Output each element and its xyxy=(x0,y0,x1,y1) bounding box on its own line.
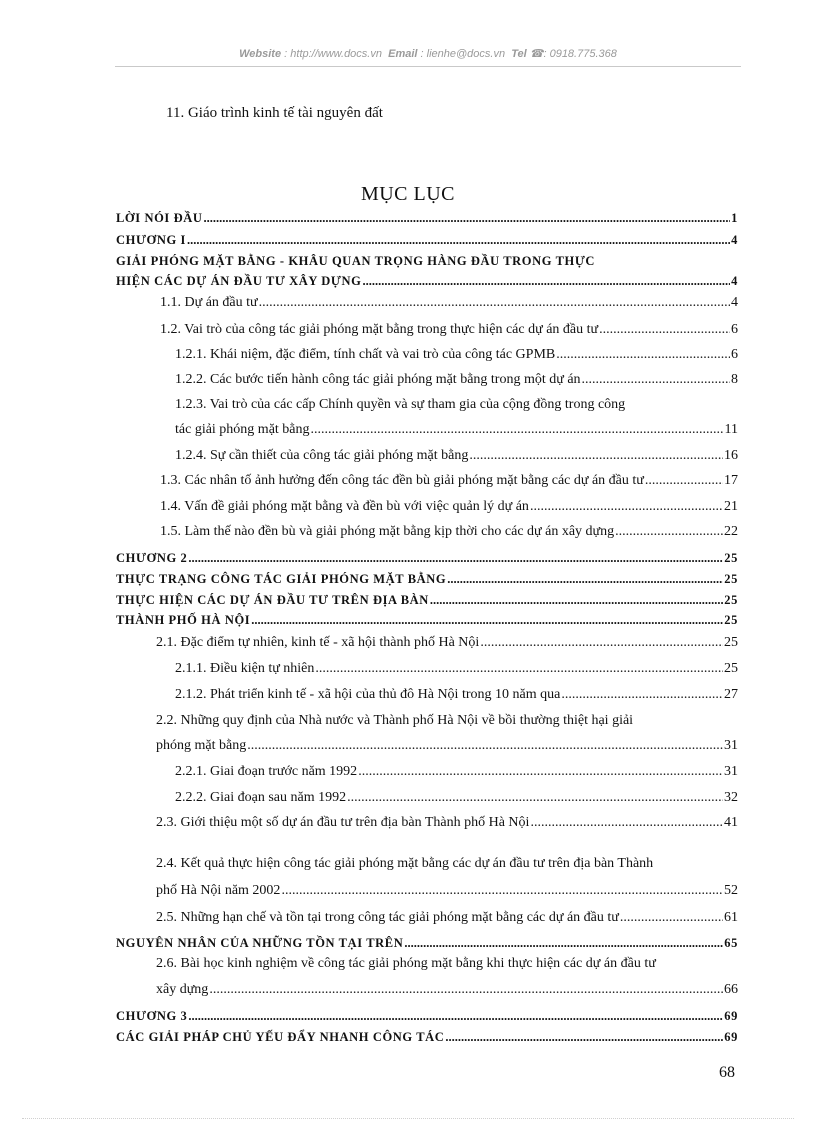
toc-entry[interactable] xyxy=(160,499,738,515)
toc-entry[interactable] xyxy=(156,815,738,831)
toc-label: 1.2. Vai trò của công tác giải phóng mặt bằng trong thực hiện các dự án đầu tư xyxy=(160,322,599,337)
toc-label: 2.2.2. Giai đoạn sau năm 1992 xyxy=(175,790,347,805)
toc-entry-line: 2.2. Những quy định của Nhà nước và Thành phố Hà Nội về bồi thường thiệt hại giải xyxy=(156,713,634,728)
toc-page: 4 xyxy=(731,274,738,288)
header-divider xyxy=(115,66,741,67)
toc-label: xây dựng xyxy=(156,982,209,997)
toc-page: 31 xyxy=(724,764,738,779)
toc-label: 2.3. Giới thiệu một số dự án đầu tư trên địa bàn Thành phố Hà Nội xyxy=(156,815,530,830)
toc-label: 2.1. Đặc điểm tự nhiên, kinh tế - xã hội thành phố Hà Nội xyxy=(156,635,480,650)
toc-entry[interactable] xyxy=(116,211,738,226)
toc-label: tác giải phóng mặt bằng xyxy=(175,422,310,437)
toc-entry[interactable] xyxy=(175,372,738,388)
toc-entry[interactable] xyxy=(116,551,738,566)
toc-page: 17 xyxy=(724,473,738,488)
toc-label: 1.2.2. Các bước tiến hành công tác giải phóng mặt bằng trong một dự án xyxy=(175,372,581,387)
toc-label: CÁC GIẢI PHÁP CHỦ YẾU ĐẨY NHANH CÔNG TÁC xyxy=(116,1030,445,1044)
toc-label: 2.2.1. Giai đoạn trước năm 1992 xyxy=(175,764,358,779)
toc-entry[interactable] xyxy=(116,233,738,248)
toc-label: 1.2.1. Khái niệm, đặc điểm, tính chất và vai trò của công tác GPMB xyxy=(175,347,556,362)
toc-entry-line: GIẢI PHÓNG MẶT BẰNG - KHÂU QUAN TRỌNG HÀNG ĐẦU TRONG THỰC xyxy=(116,254,596,268)
toc-entry[interactable] xyxy=(175,764,738,780)
toc-label: CHƯƠNG 2 xyxy=(116,551,188,565)
toc-label: 2.1.2. Phát triển kinh tế - xã hội của thủ đô Hà Nội trong 10 năm qua xyxy=(175,687,561,702)
toc-page: 4 xyxy=(731,295,738,310)
toc-page: 32 xyxy=(724,790,738,805)
toc-entry[interactable] xyxy=(156,910,738,926)
toc-page: 52 xyxy=(724,883,738,898)
toc-page: 25 xyxy=(724,635,738,650)
toc-page: 21 xyxy=(724,499,738,514)
toc-page: 4 xyxy=(731,233,738,247)
toc-page: 61 xyxy=(724,910,738,925)
toc-label: HIỆN CÁC DỰ ÁN ĐẦU TƯ XÂY DỰNG xyxy=(116,274,362,288)
toc-entry[interactable] xyxy=(160,295,738,311)
page-header xyxy=(115,47,741,60)
toc-page: 31 xyxy=(724,738,738,753)
page-title: MỤC LỤC xyxy=(360,183,456,205)
toc-entry[interactable] xyxy=(160,473,738,489)
toc-entry[interactable] xyxy=(116,274,738,289)
footer-divider xyxy=(22,1118,794,1119)
toc-page: 41 xyxy=(724,815,738,830)
toc-label: THỰC HIỆN CÁC DỰ ÁN ĐẦU TƯ TRÊN ĐỊA BÀN xyxy=(116,593,429,607)
email-label: Email xyxy=(388,48,418,60)
toc-label: 1.4. Vấn đề giải phóng mặt bằng và đền bù với việc quản lý dự án xyxy=(160,499,529,514)
toc-page: 69 xyxy=(724,1009,738,1023)
email-value: : lienhe@docs.vn xyxy=(420,48,506,60)
toc-page: 25 xyxy=(724,551,738,565)
toc-page: 25 xyxy=(724,661,738,676)
toc-page: 25 xyxy=(724,593,738,607)
reference-item: 11. Giáo trình kinh tế tài nguyên đất xyxy=(166,105,383,121)
toc-label: 2.5. Những hạn chế và tồn tại trong công tác giải phóng mặt bằng các dự án đầu tư xyxy=(156,910,619,925)
toc-entry-line: 1.2.3. Vai trò của các cấp Chính quyền và sự tham gia của cộng đồng trong công xyxy=(175,397,626,412)
toc-entry[interactable] xyxy=(175,687,738,703)
toc-entry[interactable] xyxy=(116,593,738,608)
toc-entry[interactable] xyxy=(156,982,738,998)
toc-entry[interactable] xyxy=(116,572,738,587)
toc-label: 1.2.4. Sự cần thiết của công tác giải phóng mặt bằng xyxy=(175,448,469,463)
tel-label: Tel xyxy=(511,48,527,60)
toc-entry[interactable] xyxy=(156,635,738,651)
toc-label: phóng mặt bằng xyxy=(156,738,247,753)
toc-page: 16 xyxy=(724,448,738,463)
toc-label: 1.1. Dự án đầu tư xyxy=(160,295,258,310)
toc-page: 27 xyxy=(724,687,738,702)
toc-page: 1 xyxy=(731,211,738,225)
website-value: : http://www.docs.vn xyxy=(284,48,382,60)
toc-entry-line: 2.4. Kết quả thực hiện công tác giải phóng mặt bằng các dự án đầu tư trên địa bàn Thành xyxy=(156,856,654,871)
page-number: 68 xyxy=(719,1064,735,1081)
toc-entry[interactable] xyxy=(156,738,738,754)
toc-label: 2.1.1. Điều kiện tự nhiên xyxy=(175,661,315,676)
toc-entry[interactable] xyxy=(116,1009,738,1024)
toc-entry[interactable] xyxy=(116,613,738,628)
toc-label: THÀNH PHỐ HÀ NỘI xyxy=(116,613,251,627)
toc-label: CHƯƠNG 3 xyxy=(116,1009,188,1023)
toc-page: 22 xyxy=(724,524,738,539)
tel-value: : 0918.775.368 xyxy=(543,48,617,60)
phone-icon: ☎ xyxy=(529,48,544,60)
toc-entry[interactable] xyxy=(175,661,738,677)
toc-label: THỰC TRẠNG CÔNG TÁC GIẢI PHÓNG MẶT BẰNG xyxy=(116,572,447,586)
toc-label: 1.5. Làm thế nào đền bù và giải phóng mặt bằng kịp thời cho các dự án xây dựng xyxy=(160,524,615,539)
toc-page: 69 xyxy=(724,1030,738,1044)
toc-entry[interactable] xyxy=(156,883,738,899)
toc-entry[interactable] xyxy=(160,322,738,338)
toc-page: 66 xyxy=(724,982,738,997)
toc-entry[interactable] xyxy=(160,524,738,540)
toc-entry[interactable] xyxy=(175,347,738,363)
toc-entry[interactable] xyxy=(175,448,738,464)
toc-label: CHƯƠNG I xyxy=(116,233,186,247)
toc-page: 6 xyxy=(731,322,738,337)
toc-page: 25 xyxy=(724,572,738,586)
toc-page: 11 xyxy=(724,422,738,437)
toc-entry[interactable] xyxy=(116,1030,738,1045)
toc-label: 1.3. Các nhân tố ảnh hưởng đến công tác đền bù giải phóng mặt bằng các dự án đầu tư xyxy=(160,473,644,488)
toc-label: phố Hà Nội năm 2002 xyxy=(156,883,281,898)
toc-page: 25 xyxy=(724,613,738,627)
toc-entry[interactable] xyxy=(175,790,738,806)
toc-label: NGUYÊN NHÂN CỦA NHỮNG TỒN TẠI TRÊN xyxy=(116,936,404,950)
toc-entry[interactable] xyxy=(175,422,738,438)
website-label: Website xyxy=(239,48,282,60)
toc-page: 65 xyxy=(724,936,738,950)
toc-entry-line: 2.6. Bài học kinh nghiệm về công tác giải phóng mặt bằng khi thực hiện các dự án đầu tư xyxy=(156,956,656,971)
toc-page: 6 xyxy=(731,347,738,362)
toc-entry[interactable] xyxy=(116,936,738,951)
toc-page: 8 xyxy=(731,372,738,387)
toc-label: LỜI NÓI ĐẦU xyxy=(116,211,203,225)
